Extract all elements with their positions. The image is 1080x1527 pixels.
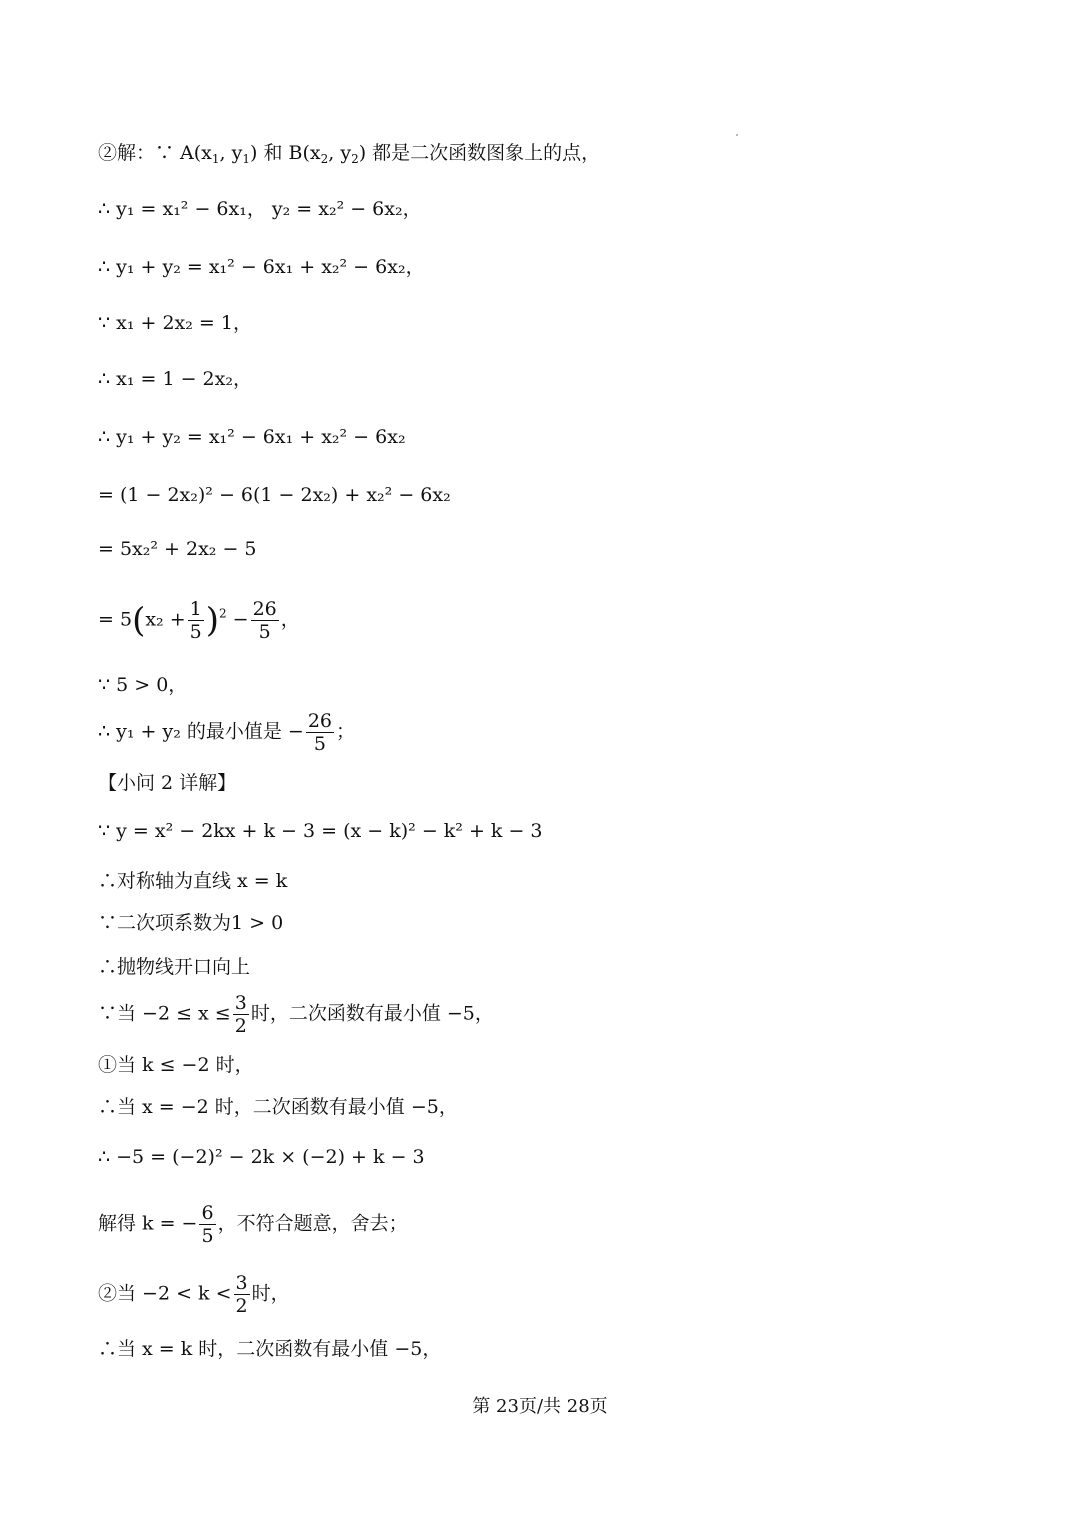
exponent: 2: [218, 606, 227, 621]
text: x₂ +: [145, 608, 186, 631]
solution-line-6: ∴ y₁ + y₂ = x₁² − 6x₁ + x₂² − 6x₂: [98, 426, 406, 448]
numerator: 3: [234, 992, 247, 1014]
text: −: [232, 608, 249, 631]
solution-line-17: [98, 992, 494, 1037]
fraction: [199, 1202, 215, 1247]
subscript: 2: [320, 152, 329, 166]
text: 时，: [251, 1282, 290, 1305]
fraction: [234, 1272, 250, 1317]
section-heading: 【小问 2 详解】: [98, 772, 237, 794]
solution-line-9: [98, 598, 300, 643]
left-paren: (: [132, 600, 146, 641]
numerator: 3: [235, 1272, 248, 1294]
page-footer: 第 23页/共 28页: [472, 1396, 608, 1417]
solution-line-3: ∴ y₁ + y₂ = x₁² − 6x₁ + x₂² − 6x₂，: [98, 256, 425, 278]
denominator: 5: [189, 621, 202, 643]
solution-line-1: [98, 140, 600, 172]
fraction: [188, 598, 204, 643]
fraction: [306, 710, 334, 755]
text: ∵当 −2 ≤ x ≤: [98, 1002, 231, 1025]
solution-line-20: ∴ −5 = (−2)² − 2k × (−2) + k − 3: [98, 1146, 425, 1168]
text: , y: [219, 142, 243, 164]
denominator: 5: [313, 733, 326, 755]
denominator: 5: [258, 621, 271, 643]
subscript: 1: [242, 152, 250, 166]
scan-speck: [736, 134, 738, 136]
fraction: [233, 992, 249, 1037]
solution-line-2: ∴ y₁ = x₁² − 6x₁， y₂ = x₂² − 6x₂，: [98, 198, 422, 220]
solution-line-22: [98, 1272, 290, 1317]
text: ，: [280, 608, 300, 631]
text: ②当 −2 < k <: [98, 1282, 232, 1305]
right-paren: ): [205, 600, 219, 641]
denominator: 5: [201, 1225, 214, 1247]
numerator: 26: [252, 598, 277, 620]
solution-line-8: = 5x₂² + 2x₂ − 5: [98, 538, 257, 560]
solution-line-10: ∵ 5 > 0，: [98, 674, 188, 696]
text: , y: [328, 142, 352, 164]
solution-line-7: = (1 − 2x₂)² − 6(1 − 2x₂) + x₂² − 6x₂: [98, 484, 451, 506]
solution-line-11: [98, 710, 355, 755]
solution-line-19: ∴当 x = −2 时，二次函数有最小值 −5，: [98, 1096, 458, 1118]
subscript: 1: [211, 152, 220, 166]
text: ) 和 B(x: [250, 142, 321, 164]
solution-line-4: ∵ x₁ + 2x₂ = 1，: [98, 312, 252, 334]
solution-line-16: ∴抛物线开口向上: [98, 956, 251, 978]
text: ) 都是二次函数图象上的点，: [358, 142, 601, 164]
numerator: 6: [201, 1202, 214, 1224]
solution-line-15: ∵二次项系数为1 > 0: [98, 912, 284, 934]
solution-line-18: ①当 k ≤ −2 时，: [98, 1054, 254, 1076]
text: ；: [336, 720, 356, 743]
solution-line-23: ∴当 x = k 时，二次函数有最小值 −5，: [98, 1338, 442, 1360]
numerator: 26: [307, 710, 333, 732]
numerator: 1: [189, 598, 202, 620]
solution-line-13: ∵ y = x² − 2kx + k − 3 = (x − k)² − k² + k − 3: [98, 820, 543, 842]
text: 时，二次函数有最小值 −5，: [250, 1002, 494, 1025]
solution-line-21: [98, 1202, 408, 1247]
text: 解得 k = −: [98, 1212, 198, 1235]
denominator: 2: [235, 1295, 248, 1317]
fraction: [251, 598, 279, 643]
solution-line-14: ∴对称轴为直线 x = k: [98, 870, 288, 892]
text: = 5: [98, 608, 133, 631]
denominator: 2: [234, 1015, 247, 1037]
text: ，不符合题意，舍去；: [217, 1212, 408, 1235]
subscript: 2: [351, 152, 359, 166]
solution-line-5: ∴ x₁ = 1 − 2x₂，: [98, 368, 252, 390]
text: ②解：∵ A(x: [98, 142, 212, 164]
text: ∴ y₁ + y₂ 的最小值是 −: [98, 720, 304, 743]
